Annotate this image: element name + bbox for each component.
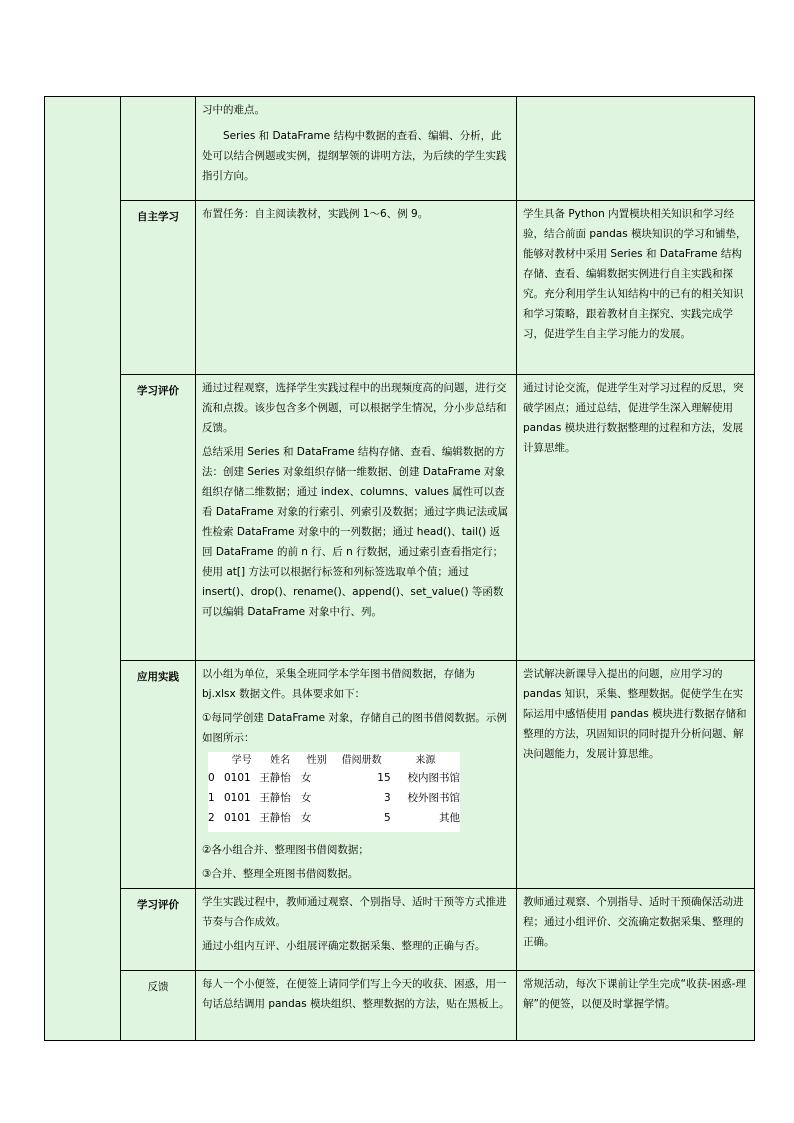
sample-row <box>208 788 460 808</box>
stage-cell <box>121 97 196 201</box>
paragraph: 布置任务：自主阅读教材，实践例 1～6、例 9。 <box>202 208 429 220</box>
paragraph: 以小组为单位，采集全班同学本学年图书借阅数据，存储为 bj.xlsx 数据文件。具体要求如下： <box>202 668 475 700</box>
paragraph: ①每同学创建 DataFrame 对象，存储自己的图书借阅数据。示例如图所示： <box>202 712 507 744</box>
sample-row <box>208 768 460 788</box>
paragraph: 每人一个小便签，在便签上请同学们写上今天的收获、困惑，用一句话总结调用 pandas 模块组织、整理数据的方法，贴在黑板上。 <box>202 978 510 1010</box>
stage-cell: 应用实践 <box>121 661 196 889</box>
sample-header: 性别 <box>306 755 327 766</box>
paragraph: 通过小组内互评、小组展评确定数据采集、整理的正确与否。 <box>202 940 486 952</box>
design-intent-cell: 尝试解决新课导入提出的问题，应用学习的 pandas 知识，采集、整理数据。促使学生在实际运用中感悟使用 pandas 模块进行数据存储和整理的方法，巩固知识的同时提升分析问题、解决问题能力，发展计算思维。 <box>517 661 755 889</box>
sample-row <box>208 808 460 828</box>
sample-cell: 校内图书馆 <box>407 772 460 784</box>
sample-cell: 其他 <box>439 812 460 824</box>
sample-cell: 校外图书馆 <box>407 792 460 804</box>
design-intent-cell <box>517 97 755 201</box>
sample-cell: 女 <box>300 772 312 784</box>
sample-cell: 女 <box>300 792 312 804</box>
sample-cell: 0101 <box>224 772 251 784</box>
sample-cell: 王静怡 <box>259 792 291 804</box>
teacher-activity-cell <box>196 375 517 661</box>
paragraph: 总结采用 Series 和 DataFrame 结构存储、查看、编辑数据的方法：创建 Series 对象组织存储一维数据、创建 DataFrame 对象组织存储二维数据；通过 index、columns、values 属性可以查看 DataFrame 对象的行索引、列索引及数据；通过字典记法或属性检索 DataFrame 对象中的一列数据；通过 head()、tail() 返回 DataFrame 的前 n 行、后 n 行数据，通过索引查看指定行；使用 at[] 方法可以根据行标签和列标签选取单个值；通过 insert()、drop()、rename()、append()、set_value() 等函数可以编辑 DataFrame 对象中行、列。 <box>202 446 508 618</box>
paragraph: 通过过程观察，选择学生实践过程中的出现频度高的问题，进行交流和点拨。该步包含多个例题，可以根据学生情况，分小步总结和反馈。 <box>202 382 507 434</box>
paragraph: 习中的难点。 <box>202 104 265 116</box>
teacher-activity-cell <box>196 201 517 375</box>
sample-cell: 15 <box>377 772 391 784</box>
sample-cell: 王静怡 <box>259 812 291 824</box>
teacher-activity-cell <box>196 889 517 971</box>
sample-cell: 2 <box>208 812 215 824</box>
design-intent-cell: 学生具备 Python 内置模块相关知识和学习经验，结合前面 pandas 模块知识的学习和铺垫，能够对教材中采用 Series 和 DataFrame 结构存储、查看、编辑数据实例进行自主实践和探究。充分利用学生认知结构中的已有的相关知识和学习策略，跟着教材自主探究、实践完成学习，促进学生自主学习能力的发展。 <box>517 201 755 375</box>
stage-cell: 学习评价 <box>121 889 196 971</box>
sample-header: 借阅册数 <box>341 755 382 766</box>
paragraph: ②各小组合并、整理图书借阅数据； <box>202 844 369 856</box>
paragraph: Series 和 DataFrame 结构中数据的查看、编辑、分析，此处可以结合例题或实例，提纲挈领的讲明方法，为后续的学生实践指引方向。 <box>202 130 507 182</box>
stage-cell: 反馈 <box>121 971 196 1041</box>
table-row <box>45 889 755 971</box>
phase-column <box>45 97 121 1041</box>
sample-cell: 3 <box>383 792 391 804</box>
table-row <box>45 661 755 889</box>
sample-cell: 1 <box>208 792 215 804</box>
sample-cell: 女 <box>300 812 312 824</box>
sample-header: 学号 <box>231 755 252 766</box>
teacher-activity-cell <box>196 97 517 201</box>
sample-header <box>208 754 224 768</box>
table-row <box>45 201 755 375</box>
sample-cell: 王静怡 <box>259 772 291 784</box>
lesson-plan-table <box>44 96 755 1041</box>
teacher-activity-cell <box>196 661 517 889</box>
paragraph: 学生实践过程中，教师通过观察、个别指导、适时干预等方式推进节奏与合作成效。 <box>202 896 507 928</box>
table-row <box>45 97 755 201</box>
sample-header: 姓名 <box>270 755 291 766</box>
sample-cell: 5 <box>383 812 391 824</box>
sample-cell: 0101 <box>224 792 251 804</box>
sample-cell: 0 <box>208 772 215 784</box>
stage-cell: 自主学习 <box>121 201 196 375</box>
design-intent-cell: 通过讨论交流，促进学生对学习过程的反思，突破学困点；通过总结，促进学生深入理解使用 pandas 模块进行数据整理的过程和方法，发展计算思维。 <box>517 375 755 661</box>
design-intent-cell: 教师通过观察、个别指导、适时干预确保活动进程；通过小组评价、交流确定数据采集、整理的正确。 <box>517 889 755 971</box>
sample-cell: 0101 <box>224 812 251 824</box>
sample-dataframe <box>208 754 460 828</box>
table-row <box>45 971 755 1041</box>
teacher-activity-cell <box>196 971 517 1041</box>
sample-dataframe-image <box>208 752 460 832</box>
design-intent-cell: 常规活动，每次下课前让学生完成“收获-困惑-理解”的便签，以便及时掌握学情。 <box>517 971 755 1041</box>
stage-cell: 学习评价 <box>121 375 196 661</box>
sample-header: 来源 <box>415 755 436 766</box>
table-row <box>45 375 755 661</box>
sample-header-row <box>208 754 460 768</box>
paragraph: ③合并、整理全班图书借阅数据。 <box>202 868 359 880</box>
